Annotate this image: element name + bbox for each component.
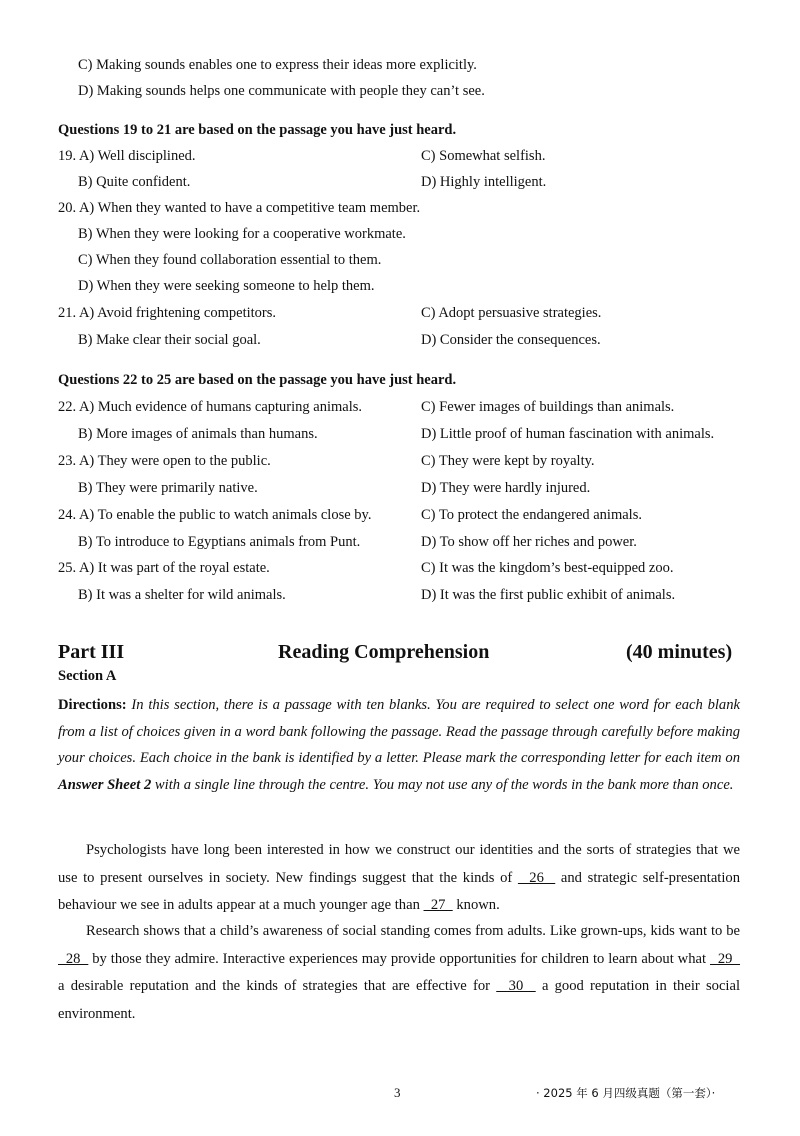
q20-option-b: B) When they were looking for a cooperative workmate. xyxy=(78,226,406,242)
question-group-heading-19-21: Questions 19 to 21 are based on the passage you have just heard. xyxy=(58,122,457,138)
passage-text: a good reputation in their social environment. xyxy=(58,978,741,1022)
passage-text: known. xyxy=(452,897,500,913)
exam-label: · 2025 年 6 月四级真题（第一套）· xyxy=(536,1086,716,1100)
passage-text: and strategic self-presentation behaviour we see in adults appear at a much younger age than xyxy=(58,869,741,913)
q25-option-d: D) It was the first public exhibit of animals. xyxy=(421,587,676,603)
q22-option-b: B) More images of animals than humans. xyxy=(78,426,318,442)
directions xyxy=(58,692,740,798)
passage-text: by those they admire. Interactive experiences may provide opportunities for children to learn about what xyxy=(88,950,710,967)
section-heading: Section A xyxy=(58,668,117,684)
passage-paragraph-1 xyxy=(58,837,740,920)
q24-option-a: 24. A) To enable the public to watch animals close by. xyxy=(58,507,372,523)
page-number: 3 xyxy=(394,1085,401,1100)
q24-option-d: D) To show off her riches and power. xyxy=(421,534,637,550)
passage-text: Research shows that a child’s awareness of social standing comes from adults. Like grown-ups, kids want to be xyxy=(86,923,740,939)
q25-option-c: C) It was the kingdom’s best-equipped zoo. xyxy=(421,560,674,576)
q21-option-c: C) Adopt persuasive strategies. xyxy=(421,305,602,321)
q25-option-a: 25. A) It was part of the royal estate. xyxy=(58,560,270,576)
passage-text: a desirable reputation and the kinds of strategies that are effective for xyxy=(58,978,497,994)
q21-option-d: D) Consider the consequences. xyxy=(421,332,601,348)
q23-option-b: B) They were primarily native. xyxy=(78,480,258,496)
part-title: Reading Comprehension xyxy=(278,641,490,663)
q21-option-a: 21. A) Avoid frightening competitors. xyxy=(58,305,277,321)
q20-option-c: C) When they found collaboration essential to them. xyxy=(78,252,382,268)
q22-option-a: 22. A) Much evidence of humans capturing animals. xyxy=(58,399,363,415)
q22-option-d: D) Little proof of human fascination with animals. xyxy=(421,426,715,442)
q23-option-c: C) They were kept by royalty. xyxy=(421,453,595,469)
question-group-heading-22-25: Questions 22 to 25 are based on the passage you have just heard. xyxy=(58,372,457,388)
q19-option-a: 19. A) Well disciplined. xyxy=(58,148,196,164)
answer-sheet-label: Answer Sheet 2 xyxy=(58,776,152,793)
directions-text-2: with a single line through the centre. You may not use any of the words in the bank more than once. xyxy=(151,776,734,793)
q24-option-c: C) To protect the endangered animals. xyxy=(421,507,642,523)
passage-text: Psychologists have long been interested in how we construct our identities and the sorts of strategies that we use to present ourselves in society. New findings suggest that the kinds of xyxy=(58,842,740,886)
q18-option-c: C) Making sounds enables one to express their ideas more explicitly. xyxy=(78,57,477,73)
q19-option-b: B) Quite confident. xyxy=(78,174,191,190)
q25-option-b: B) It was a shelter for wild animals. xyxy=(78,587,286,603)
q20-option-a: 20. A) When they wanted to have a competitive team member. xyxy=(58,200,421,216)
part-time: (40 minutes) xyxy=(626,641,733,663)
blank-30: 30 xyxy=(496,978,536,994)
q18-option-d: D) Making sounds helps one communicate with people they can’t see. xyxy=(78,83,485,99)
blank-26: 26 xyxy=(517,869,556,886)
q20-option-d: D) When they were seeking someone to help them. xyxy=(78,278,375,294)
blank-28: 28 xyxy=(58,950,89,967)
directions-label: Directions: xyxy=(58,697,127,713)
part-number: Part III xyxy=(58,641,125,663)
q21-option-b: B) Make clear their social goal. xyxy=(78,332,261,348)
blank-29: 29 xyxy=(709,950,741,967)
directions-text-1: In this section, there is a passage with ten blanks. You are required to select one word for each blank from a list of choices given in a word bank following the passage. Read the passage through carefully before making your choices. Each choice in the bank is identified by a letter. Please mark the corresponding letter for each item on xyxy=(58,697,740,766)
q19-option-d: D) Highly intelligent. xyxy=(421,174,547,190)
q23-option-d: D) They were hardly injured. xyxy=(421,480,591,496)
q23-option-a: 23. A) They were open to the public. xyxy=(58,453,271,469)
q22-option-c: C) Fewer images of buildings than animals. xyxy=(421,399,675,415)
q24-option-b: B) To introduce to Egyptians animals from Punt. xyxy=(78,534,361,550)
blank-27: 27 xyxy=(423,897,453,913)
q19-option-c: C) Somewhat selfish. xyxy=(421,148,546,164)
passage-paragraph-2 xyxy=(58,918,740,1028)
